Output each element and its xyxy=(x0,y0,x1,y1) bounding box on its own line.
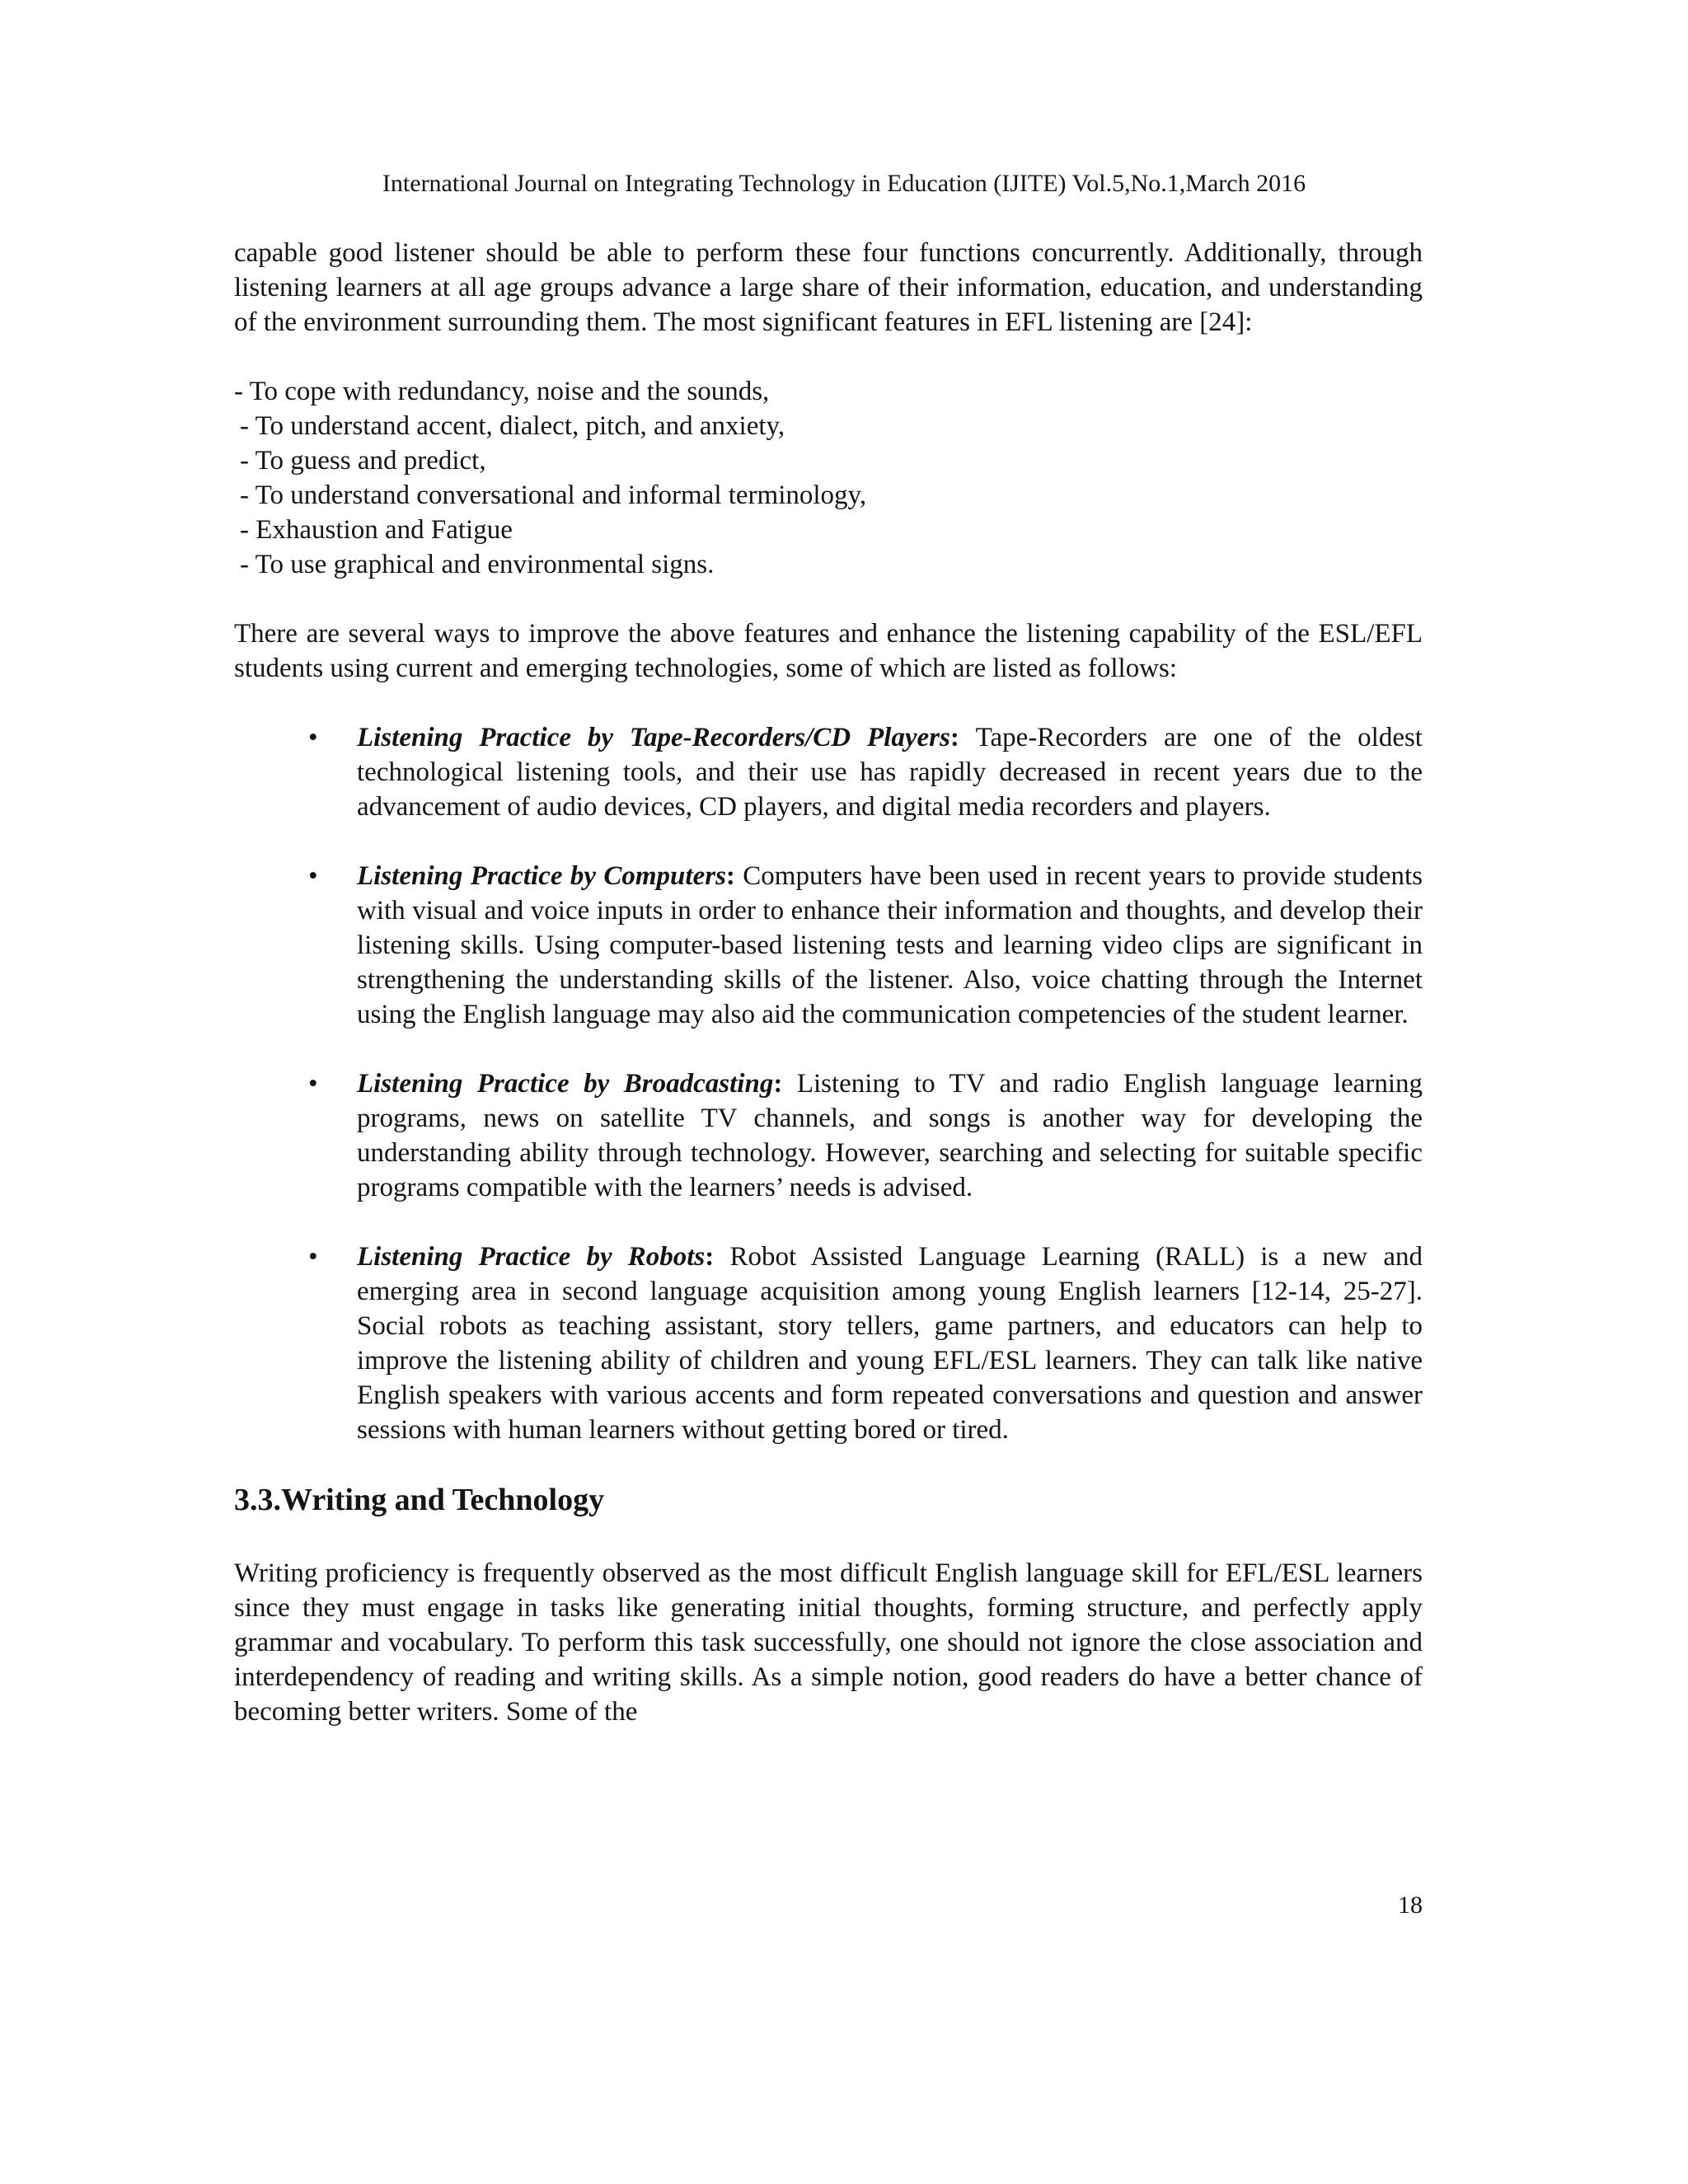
section-heading: 3.3.Writing and Technology xyxy=(234,1483,605,1517)
bullet-colon: : xyxy=(725,861,743,891)
ways-paragraph: There are several ways to improve the above features and enhance the listening capability of the ESL/EFL students using current and emerging technologies, some of which are listed as follows: xyxy=(234,619,1423,683)
bullet-text: Computers have been used in recent years to provide students with visual and voice inputs in order to enhance their information and thoughts, and develop their listening skills. Using computer-based listening tests and learning video clips are significant in strengthening the understanding skills of the listener. Also, voice chatting through the Internet using the English language may also aid the communication competencies of the student learner. xyxy=(357,861,1423,1029)
feature-item: - To understand accent, dialect, pitch, and anxiety, xyxy=(240,411,785,441)
bullet-colon: : xyxy=(950,723,976,752)
bullet-colon: : xyxy=(773,1069,797,1099)
feature-item: - To use graphical and environmental signs. xyxy=(240,550,715,579)
bullet-title: Listening Practice by Tape-Recorders/CD Players xyxy=(357,723,950,752)
feature-item: - Exhaustion and Fatigue xyxy=(240,515,513,545)
intro-paragraph: capable good listener should be able to perform these four functions concurrently. Additionally, through listening learners at all age groups advance a large share of their information, education, and understanding of the environment surrounding them. The most significant features in EFL listening are [24]: xyxy=(234,238,1423,337)
bullet-title: Listening Practice by Computers xyxy=(357,861,726,891)
feature-list xyxy=(234,374,1423,582)
bullet-title: Listening Practice by Robots xyxy=(357,1242,706,1272)
bullet-item-robots xyxy=(234,1240,1423,1447)
section-paragraph: Writing proficiency is frequently observed as the most difficult English language skill for EFL/ESL learners since they must engage in tasks like generating initial thoughts, forming structure, and perfectly apply grammar and vocabulary. To perform this task successfully, one should not ignore the close association and interdependency of reading and writing skills. As a simple notion, good readers do have a better chance of becoming better writers. Some of the xyxy=(234,1558,1423,1727)
bullet-item-broadcasting xyxy=(234,1066,1423,1205)
bullet-icon: • xyxy=(308,723,318,752)
bullet-title: Listening Practice by Broadcasting xyxy=(357,1069,774,1099)
bullet-text: Tape-Recorders are one of the oldest technological listening tools, and their use has rapidly decreased in recent years due to the advancement of audio devices, CD players, and digital media recorders and players. xyxy=(357,723,1423,822)
feature-item: - To understand conversational and informal terminology, xyxy=(240,480,867,510)
page-body xyxy=(234,236,1423,1729)
bullet-icon: • xyxy=(308,1069,318,1099)
bullet-text: Listening to TV and radio English language learning programs, news on satellite TV channels, and songs is another way for developing the understanding ability through technology. However, searching and selecting for suitable specific programs compatible with the learners’ needs is advised. xyxy=(357,1069,1423,1202)
page-number: 18 xyxy=(1398,1891,1423,1919)
bullet-icon: • xyxy=(308,1242,318,1272)
bullet-text: Robot Assisted Language Learning (RALL) is a new and emerging area in second language acquisition among young English learners [12-14, 25-27]. Social robots as teaching assistant, story tellers, game partners, and educators can help to improve the listening ability of children and young EFL/ESL learners. They can talk like native English speakers with various accents and form repeated conversations and question and answer sessions with human learners without getting bored or tired. xyxy=(357,1242,1423,1445)
running-header: International Journal on Integrating Technology in Education (IJITE) Vol.5,No.1,March 2016 xyxy=(382,170,1306,197)
bullet-icon: • xyxy=(308,861,318,891)
technology-bullet-list xyxy=(234,720,1423,1447)
bullet-colon: : xyxy=(705,1242,730,1272)
bullet-item-tape-recorders xyxy=(234,720,1423,824)
feature-item: - To cope with redundancy, noise and the sounds, xyxy=(234,377,770,406)
feature-item: - To guess and predict, xyxy=(240,446,486,476)
bullet-item-computers xyxy=(234,859,1423,1032)
